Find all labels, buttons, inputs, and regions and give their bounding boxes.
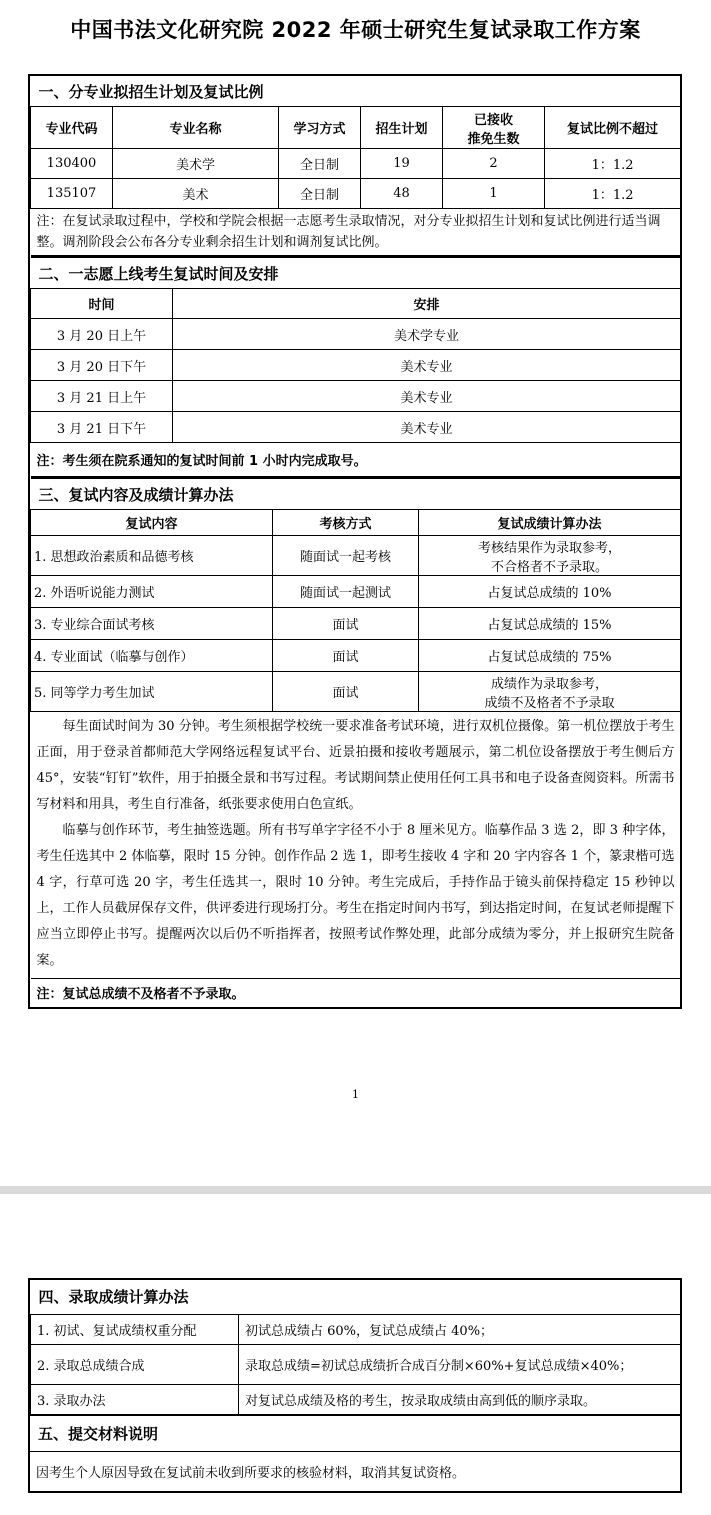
cell-plan: 19 — [361, 149, 443, 179]
cell-name: 美术学 — [113, 149, 279, 179]
section3-note: 注：复试总成绩不及格者不予录取。 — [31, 979, 681, 1007]
section3-heading: 三、复试内容及成绩计算办法 — [31, 478, 681, 510]
section3-table — [30, 477, 681, 1007]
cell-time: 3 月 20 日上午 — [31, 319, 173, 350]
cell-code: 130400 — [31, 149, 113, 179]
cell-ratio: 1：1.2 — [545, 179, 681, 209]
section2-heading: 二、一志愿上线考生复试时间及安排 — [31, 257, 681, 289]
table-row — [31, 149, 681, 179]
cell-item: 3. 录取办法 — [31, 1384, 239, 1414]
col-header-content: 复试内容 — [31, 510, 273, 536]
cell-method: 随面试一起测试 — [273, 576, 419, 608]
section1-table — [30, 76, 681, 256]
table-row — [31, 536, 681, 576]
cell-scoring-line2: 不合格者不予录取。 — [491, 559, 609, 575]
page-separator — [0, 1186, 711, 1194]
table-row — [31, 381, 681, 412]
table-row — [31, 1314, 681, 1344]
cell-scoring-line1: 考核结果作为录取参考， — [478, 540, 622, 556]
section2-note: 注：考生须在院系通知的复试时间前 1 小时内完成取号。 — [31, 443, 681, 477]
cell-name: 美术 — [113, 179, 279, 209]
document-page-2 — [0, 1194, 711, 1515]
section3-paragraph-1: 每生面试时间为 30 分钟。考生须根据学校统一要求准备考试环境，进行双机位摄像。第一机位摆放于考生正面，用于登录首都师范大学网络远程复试平台、近景拍摄和接收考题展示，第二机位设备摆放于考生侧后方 45°，安装“钉钉”软件，用于拍摄全景和书写过程。考试期间禁止使用任何工具书和电子设备查阅资料。所需书写材料和用具，考生自行准备，纸张要求使用白色宣纸。 — [36, 719, 675, 812]
cell-arrangement: 美术专业 — [173, 350, 681, 381]
cell-scoring: 占复试总成绩的 75% — [419, 640, 681, 672]
col-header-exempt-line2: 推免生数 — [467, 131, 520, 147]
cell-detail: 录取总成绩=初试总成绩折合成百分制×60%+复试总成绩×40%； — [239, 1344, 681, 1384]
table-row — [31, 640, 681, 672]
cell-time: 3 月 20 日下午 — [31, 350, 173, 381]
cell-method: 面试 — [273, 672, 419, 712]
col-header-mode: 学习方式 — [279, 107, 361, 149]
section4-table — [30, 1280, 681, 1415]
cell-ratio: 1：1.2 — [545, 149, 681, 179]
cell-content: 3. 专业综合面试考核 — [31, 608, 273, 640]
cell-code: 135107 — [31, 179, 113, 209]
cell-method: 面试 — [273, 608, 419, 640]
table-row — [31, 672, 681, 712]
cell-item: 1. 初试、复试成绩权重分配 — [31, 1314, 239, 1344]
cell-exempt: 1 — [443, 179, 545, 209]
table-row — [31, 576, 681, 608]
cell-method: 随面试一起考核 — [273, 536, 419, 576]
section2-table — [30, 256, 681, 477]
table-row — [31, 1384, 681, 1414]
cell-method: 面试 — [273, 640, 419, 672]
table-row — [31, 412, 681, 443]
cell-arrangement: 美术专业 — [173, 412, 681, 443]
cell-time: 3 月 21 日上午 — [31, 381, 173, 412]
main-table-frame — [28, 74, 682, 1009]
section5-text: 因考生个人原因导致在复试前未收到所要求的核验材料，取消其复试资格。 — [30, 1451, 680, 1491]
cell-scoring — [419, 672, 681, 712]
cell-content: 4. 专业面试（临摹与创作） — [31, 640, 273, 672]
cell-mode: 全日制 — [279, 179, 361, 209]
table-row — [31, 319, 681, 350]
col-header-name: 专业名称 — [113, 107, 279, 149]
cell-content: 1. 思想政治素质和品德考核 — [31, 536, 273, 576]
table-row — [31, 1344, 681, 1384]
table-row — [31, 179, 681, 209]
document-title: 中国书法文化研究院 2022 年硕士研究生复试录取工作方案 — [70, 18, 641, 42]
table-row — [31, 350, 681, 381]
col-header-plan: 招生计划 — [361, 107, 443, 149]
section3-paragraph-2: 临摹与创作环节，考生抽签选题。所有书写单字字径不小于 8 厘米见方。临摹作品 3 选 2，即 3 种字体，考生任选其中 2 体临摹，限时 15 分钟。创作作品 2 选 1，即考生接收 4 字和 20 字内容各 1 个，篆隶楷可选 4 字，行草可选 20 字，考生任选其一，限时 10 分钟。考生完成后，手持作品于镜头前保持稳定 15 秒钟以上，工作人员截屏保存文件，供评委进行现场打分。考生在指定时间内书写，到达指定时间，在复试老师提醒下应当立即停止书写。提醒两次以后仍不听指挥者，按照考试作弊处理，此部分成绩为零分，并上报研究生院备案。 — [36, 823, 675, 968]
cell-content: 2. 外语听说能力测试 — [31, 576, 273, 608]
section4-heading: 四、录取成绩计算办法 — [31, 1280, 681, 1314]
section3-description — [31, 712, 681, 979]
col-header-ratio: 复试比例不超过 — [545, 107, 681, 149]
page-number: 1 — [352, 1088, 359, 1101]
cell-scoring: 占复试总成绩的 15% — [419, 608, 681, 640]
col-header-time: 时间 — [31, 289, 173, 319]
cell-time: 3 月 21 日下午 — [31, 412, 173, 443]
section5-table — [30, 1415, 680, 1492]
second-table-frame — [28, 1278, 682, 1493]
cell-plan: 48 — [361, 179, 443, 209]
cell-scoring: 占复试总成绩的 10% — [419, 576, 681, 608]
cell-exempt: 2 — [443, 149, 545, 179]
section5-heading: 五、提交材料说明 — [30, 1415, 680, 1451]
cell-mode: 全日制 — [279, 149, 361, 179]
col-header-method: 考核方式 — [273, 510, 419, 536]
col-header-exempt — [443, 107, 545, 149]
section1-heading: 一、分专业拟招生计划及复试比例 — [31, 76, 681, 107]
table-row — [31, 608, 681, 640]
col-header-exempt-line1: 已接收 — [473, 112, 513, 128]
col-header-code: 专业代码 — [31, 107, 113, 149]
cell-arrangement: 美术学专业 — [173, 319, 681, 350]
cell-arrangement: 美术专业 — [173, 381, 681, 412]
cell-scoring-line1: 成绩作为录取参考， — [491, 676, 609, 692]
cell-content: 5. 同等学力考生加试 — [31, 672, 273, 712]
cell-detail: 初试总成绩占 60%，复试总成绩占 40%； — [239, 1314, 681, 1344]
cell-scoring — [419, 536, 681, 576]
section1-note: 注：在复试录取过程中，学校和学院会根据一志愿考生录取情况，对分专业拟招生计划和复试比例进行适当调整。调剂阶段会公布各分专业剩余招生计划和调剂复试比例。 — [31, 209, 681, 256]
cell-item: 2. 录取总成绩合成 — [31, 1344, 239, 1384]
col-header-scoring: 复试成绩计算办法 — [419, 510, 681, 536]
cell-scoring-line2: 成绩不及格者不予录取 — [484, 695, 615, 711]
cell-detail: 对复试总成绩及格的考生，按录取成绩由高到低的顺序录取。 — [239, 1384, 681, 1414]
col-header-arrangement: 安排 — [173, 289, 681, 319]
